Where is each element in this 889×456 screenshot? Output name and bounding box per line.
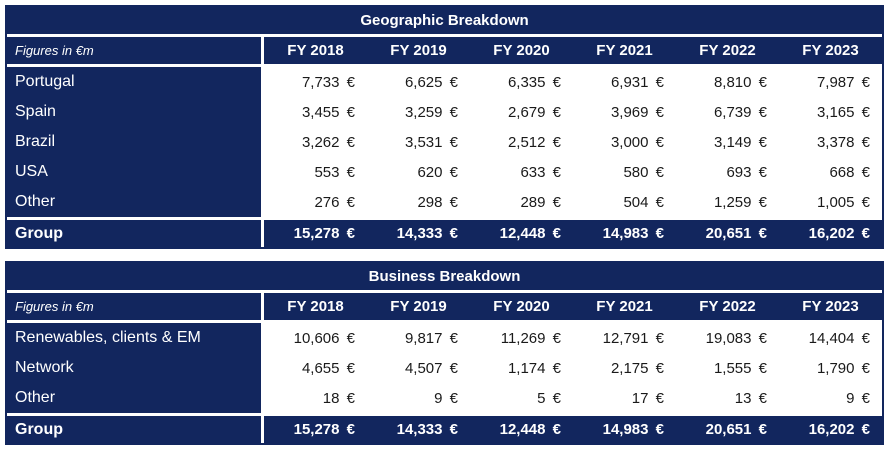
- unit-label: Figures in €m: [7, 37, 264, 64]
- row-label: Spain: [7, 97, 264, 127]
- total-label: Group: [7, 416, 264, 443]
- table-row-group-total-geo: [7, 220, 882, 247]
- value-cell: 633 €: [470, 157, 573, 187]
- value-cell: 12,791 €: [573, 323, 676, 353]
- total-value-cell: 15,278 €: [264, 220, 367, 247]
- table-row-brazil: [7, 127, 882, 157]
- row-label: Brazil: [7, 127, 264, 157]
- year-header-fy2023: FY 2023: [779, 37, 882, 64]
- value-cell: 553 €: [264, 157, 367, 187]
- value-cell: 5 €: [470, 383, 573, 413]
- table-row-other-geo: [7, 187, 882, 217]
- total-value-cell: 14,333 €: [367, 416, 470, 443]
- value-cell: 580 €: [573, 157, 676, 187]
- year-header-fy2021: FY 2021: [573, 37, 676, 64]
- table-title-geographic: Geographic Breakdown: [7, 7, 882, 34]
- table-row-group-total-business: [7, 416, 882, 443]
- value-cell: 17 €: [573, 383, 676, 413]
- row-label: USA: [7, 157, 264, 187]
- value-cell: 10,606 €: [264, 323, 367, 353]
- value-cell: 11,269 €: [470, 323, 573, 353]
- value-cell: 620 €: [367, 157, 470, 187]
- table-row-other-business: [7, 383, 882, 413]
- value-cell: 1,790 €: [779, 353, 882, 383]
- value-cell: 6,335 €: [470, 67, 573, 97]
- row-label: Other: [7, 187, 264, 217]
- row-label: Portugal: [7, 67, 264, 97]
- year-header-fy2020: FY 2020: [470, 293, 573, 320]
- year-header-fy2018: FY 2018: [264, 37, 367, 64]
- value-cell: 7,987 €: [779, 67, 882, 97]
- value-cell: 693 €: [676, 157, 779, 187]
- value-cell: 2,175 €: [573, 353, 676, 383]
- value-cell: 3,149 €: [676, 127, 779, 157]
- value-cell: 3,531 €: [367, 127, 470, 157]
- value-cell: 1,005 €: [779, 187, 882, 217]
- year-header-fy2020: FY 2020: [470, 37, 573, 64]
- value-cell: 276 €: [264, 187, 367, 217]
- total-label: Group: [7, 220, 264, 247]
- total-value-cell: 14,333 €: [367, 220, 470, 247]
- table-title-business: Business Breakdown: [7, 263, 882, 290]
- total-value-cell: 12,448 €: [470, 416, 573, 443]
- value-cell: 13 €: [676, 383, 779, 413]
- value-cell: 3,455 €: [264, 97, 367, 127]
- value-cell: 4,655 €: [264, 353, 367, 383]
- value-cell: 14,404 €: [779, 323, 882, 353]
- total-value-cell: 14,983 €: [573, 416, 676, 443]
- value-cell: 668 €: [779, 157, 882, 187]
- year-header-fy2018: FY 2018: [264, 293, 367, 320]
- value-cell: 3,000 €: [573, 127, 676, 157]
- value-cell: 1,259 €: [676, 187, 779, 217]
- header-row: [7, 37, 882, 64]
- unit-label: Figures in €m: [7, 293, 264, 320]
- year-header-fy2022: FY 2022: [676, 37, 779, 64]
- value-cell: 18 €: [264, 383, 367, 413]
- year-header-fy2019: FY 2019: [367, 37, 470, 64]
- value-cell: 3,165 €: [779, 97, 882, 127]
- row-label: Renewables, clients & EM: [7, 323, 264, 353]
- table-row-spain: [7, 97, 882, 127]
- value-cell: 6,625 €: [367, 67, 470, 97]
- row-label: Network: [7, 353, 264, 383]
- business-breakdown-table: [5, 261, 884, 445]
- value-cell: 3,259 €: [367, 97, 470, 127]
- total-value-cell: 16,202 €: [779, 220, 882, 247]
- table-row-renewables: [7, 323, 882, 353]
- value-cell: 504 €: [573, 187, 676, 217]
- geographic-breakdown-table: [5, 5, 884, 249]
- row-label: Other: [7, 383, 264, 413]
- value-cell: 3,969 €: [573, 97, 676, 127]
- table-row-network: [7, 353, 882, 383]
- table-row-usa: [7, 157, 882, 187]
- year-header-fy2019: FY 2019: [367, 293, 470, 320]
- total-value-cell: 16,202 €: [779, 416, 882, 443]
- value-cell: 1,174 €: [470, 353, 573, 383]
- value-cell: 289 €: [470, 187, 573, 217]
- value-cell: 4,507 €: [367, 353, 470, 383]
- header-row: [7, 293, 882, 320]
- value-cell: 7,733 €: [264, 67, 367, 97]
- value-cell: 3,262 €: [264, 127, 367, 157]
- value-cell: 6,739 €: [676, 97, 779, 127]
- total-value-cell: 20,651 €: [676, 416, 779, 443]
- total-value-cell: 15,278 €: [264, 416, 367, 443]
- value-cell: 9,817 €: [367, 323, 470, 353]
- value-cell: 9 €: [779, 383, 882, 413]
- total-value-cell: 20,651 €: [676, 220, 779, 247]
- year-header-fy2023: FY 2023: [779, 293, 882, 320]
- value-cell: 2,512 €: [470, 127, 573, 157]
- value-cell: 19,083 €: [676, 323, 779, 353]
- value-cell: 1,555 €: [676, 353, 779, 383]
- total-value-cell: 12,448 €: [470, 220, 573, 247]
- total-value-cell: 14,983 €: [573, 220, 676, 247]
- value-cell: 9 €: [367, 383, 470, 413]
- value-cell: 3,378 €: [779, 127, 882, 157]
- year-header-fy2022: FY 2022: [676, 293, 779, 320]
- value-cell: 2,679 €: [470, 97, 573, 127]
- value-cell: 298 €: [367, 187, 470, 217]
- year-header-fy2021: FY 2021: [573, 293, 676, 320]
- table-row-portugal: [7, 67, 882, 97]
- value-cell: 8,810 €: [676, 67, 779, 97]
- value-cell: 6,931 €: [573, 67, 676, 97]
